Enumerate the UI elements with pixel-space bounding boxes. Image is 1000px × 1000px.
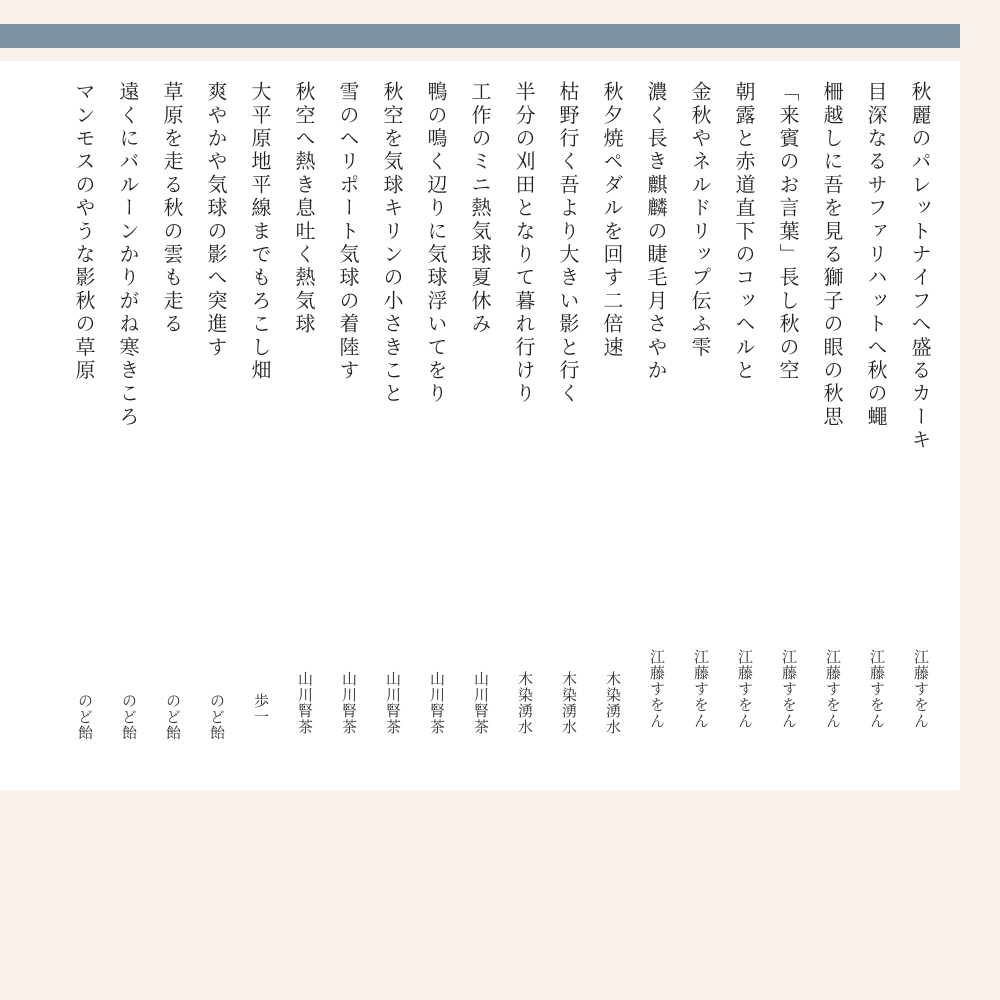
haiku-column <box>905 81 949 771</box>
haiku-text: 草原を走る秋の雲も走る <box>160 81 184 337</box>
haiku-column <box>817 81 861 771</box>
haiku-column <box>641 81 685 771</box>
haiku-text: 雪のヘリポート気球の着陸す <box>336 81 360 383</box>
haiku-author: 江藤すをん <box>648 649 666 729</box>
haiku-column <box>245 81 289 771</box>
haiku-text: マンモスのやうな影秋の草原 <box>72 81 96 383</box>
haiku-author: 山川腎茶 <box>428 671 446 735</box>
haiku-text: 爽やかや気球の影へ突進す <box>204 81 228 360</box>
header-bar <box>0 24 960 48</box>
haiku-column <box>421 81 465 771</box>
haiku-column <box>289 81 333 771</box>
haiku-author: 木染湧水 <box>604 671 622 735</box>
haiku-text: 金秋やネルドリップ伝ふ雫 <box>688 81 712 360</box>
haiku-sheet <box>0 61 960 790</box>
haiku-author: のど飴 <box>76 693 94 741</box>
haiku-column <box>377 81 421 771</box>
haiku-text: 工作のミニ熱気球夏休み <box>468 81 492 337</box>
haiku-author: のど飴 <box>120 693 138 741</box>
haiku-text: 秋麗のパレットナイフへ盛るカーキ <box>908 81 932 453</box>
haiku-column <box>509 81 553 771</box>
haiku-column <box>113 81 157 771</box>
haiku-column <box>333 81 377 771</box>
haiku-text: 目深なるサファリハットへ秋の蠅 <box>864 81 888 429</box>
haiku-author: 山川腎茶 <box>472 671 490 735</box>
haiku-author: 山川腎茶 <box>384 671 402 735</box>
haiku-column <box>157 81 201 771</box>
haiku-author: のど飴 <box>208 693 226 741</box>
haiku-author: 木染湧水 <box>560 671 578 735</box>
haiku-author: 歩一 <box>252 693 270 725</box>
haiku-author: 江藤すをん <box>692 649 710 729</box>
haiku-column <box>685 81 729 771</box>
haiku-text: 朝露と赤道直下のコッヘルと <box>732 81 756 383</box>
haiku-column <box>773 81 817 771</box>
haiku-author: 山川腎茶 <box>340 671 358 735</box>
haiku-column <box>861 81 905 771</box>
haiku-author: 江藤すをん <box>780 649 798 729</box>
haiku-column <box>201 81 245 771</box>
haiku-text: 遠くにバルーンかりがね寒きころ <box>116 81 140 429</box>
haiku-text: 半分の刈田となりて暮れ行けり <box>512 81 536 406</box>
haiku-author: のど飴 <box>164 693 182 741</box>
haiku-column <box>729 81 773 771</box>
haiku-column <box>465 81 509 771</box>
haiku-text: 秋空へ熱き息吐く熱気球 <box>292 81 316 337</box>
haiku-column <box>597 81 641 771</box>
haiku-text: 柵越しに吾を見る獅子の眼の秋思 <box>820 81 844 429</box>
haiku-column <box>553 81 597 771</box>
haiku-author: 木染湧水 <box>516 671 534 735</box>
haiku-text: 枯野行く吾より大きい影と行く <box>556 81 580 406</box>
haiku-author: 江藤すをん <box>868 649 886 729</box>
haiku-text: 秋夕焼ペダルを回す二倍速 <box>600 81 624 360</box>
haiku-author: 江藤すをん <box>912 649 930 729</box>
haiku-author: 江藤すをん <box>736 649 754 729</box>
haiku-text: 「来賓のお言葉」長し秋の空 <box>776 81 800 383</box>
haiku-text: 秋空を気球キリンの小さきこと <box>380 81 404 406</box>
haiku-text: 鴨の鳴く辺りに気球浮いてをり <box>424 81 448 406</box>
haiku-author: 山川腎茶 <box>296 671 314 735</box>
haiku-text: 濃く長き麒麟の睫毛月さやか <box>644 81 668 383</box>
haiku-text: 大平原地平線までもろこし畑 <box>248 81 272 383</box>
haiku-column <box>69 81 113 771</box>
haiku-author: 江藤すをん <box>824 649 842 729</box>
